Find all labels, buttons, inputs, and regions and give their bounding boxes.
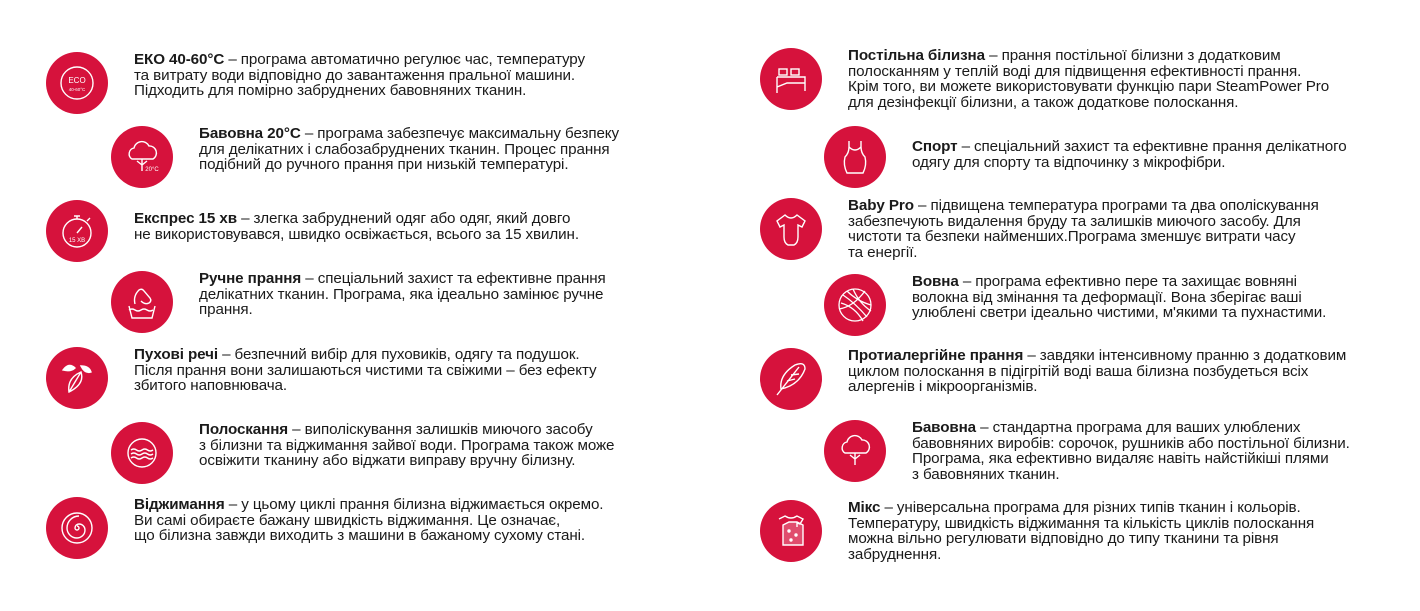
description-line: прання. (199, 301, 253, 319)
description-line: Крім того, ви можете використовувати функцію пари SteamPower Pro (848, 78, 1330, 96)
description-line: освіжити тканину або віджати виправу вручну білизну. (199, 452, 576, 470)
program-name: Ручне прання (199, 270, 302, 287)
cotton-20-icon-label: 20°C (145, 167, 159, 173)
description-line: одягу для спорту та відпочинку з мікрофібри. (912, 153, 1226, 171)
description-line: Підходить для помірно забруднених бавовняних тканин. (134, 82, 527, 100)
program-description (199, 271, 606, 318)
description-line: – спеціальний захист та ефективне прання делікатного (961, 138, 1347, 155)
program-description (134, 497, 603, 544)
program-description (848, 500, 1314, 562)
description-line: подібний до ручного прання при низькій температурі. (199, 156, 569, 174)
program-bedding (760, 48, 1329, 110)
program-description (848, 348, 1346, 395)
program-name: Спорт (912, 138, 958, 155)
description-line: – програма забезпечує максимальну безпеку (304, 125, 620, 142)
description-line: – прання постільної білизни з додатковим (989, 47, 1281, 64)
description-line: полосканням у теплій воді для підвищення ефективності прання. (848, 62, 1302, 80)
cotton-20-icon (111, 126, 173, 188)
program-cotton (824, 420, 1350, 482)
description-line: – універсальна програма для різних типів тканин і кольорів. (884, 499, 1301, 516)
mix-clothes-icon (760, 500, 822, 562)
description-line: збитого наповнювача. (134, 377, 288, 395)
description-line: та витрату води відповідно до завантаження пральної машини. (134, 66, 576, 84)
description-line: улюблені светри ідеально чистими, м'якими та пухнастими. (912, 304, 1327, 322)
yarn-ball-icon (824, 274, 886, 336)
program-down (46, 347, 596, 409)
feathers-icon (46, 347, 108, 409)
description-line: для делікатних і слабозабруднених тканин. Процес прання (199, 140, 610, 158)
description-line: – виполіскування залишків миючого засобу (292, 421, 593, 438)
program-name: Вовна (912, 273, 959, 290)
program-rinse (111, 422, 614, 484)
program-mix (760, 500, 1314, 562)
sport-top-icon (824, 126, 886, 188)
program-eco (46, 52, 585, 114)
eco-icon (46, 52, 108, 114)
hand-wash-icon (111, 271, 173, 333)
description-line: чистоти та безпеки найменших.Програма зменшує витрати часу (848, 228, 1296, 246)
program-baby-pro (760, 198, 1319, 260)
program-name: Постільна білизна (848, 47, 985, 64)
program-name: Мікс (848, 499, 881, 516)
spin-icon (46, 497, 108, 559)
program-name: Бавовна 20°C (199, 125, 301, 142)
program-description (848, 198, 1319, 260)
description-line: – підвищена температура програми та два ополіскування (918, 197, 1319, 214)
rinse-icon (111, 422, 173, 484)
program-name: Експрес 15 хв (134, 210, 237, 227)
program-description (134, 200, 579, 242)
description-line: забруднення. (848, 545, 942, 563)
description-line: Програма, яка ефективно видаляє навіть найстійкіші плями (912, 450, 1329, 468)
program-express (46, 200, 579, 262)
program-description (912, 126, 1347, 170)
program-description (912, 420, 1350, 482)
program-spin (46, 497, 603, 559)
description-line: не використовувався, швидко освіжається, всього за 15 хвилин. (134, 225, 579, 243)
description-line: що білизна завжди виходить з машини в бажаному сухому стані. (134, 527, 586, 545)
description-line: – завдяки інтенсивному пранню з додатковим (1027, 347, 1347, 364)
stopwatch-icon-label: 15 ХВ (68, 238, 86, 244)
program-description (134, 52, 585, 99)
program-name: ЕКО 40-60°C (134, 51, 225, 68)
bedding-icon (760, 48, 822, 110)
description-line: забезпечують видалення бруду та залишків миючого засобу. Для (848, 212, 1301, 230)
description-line: Температуру, швидкість віджимання та кількість циклів полоскання (848, 514, 1315, 532)
description-line: – безпечний вибір для пуховиків, одягу та подушок. (222, 346, 580, 363)
description-line: Ви самі обираєте бажану швидкість віджимання. Це означає, (134, 511, 561, 529)
description-line: Після прання вони залишаються чистими та свіжими – без ефекту (134, 361, 597, 379)
description-line: бавовняних виробів: сорочок, рушників або постільної білизни. (912, 434, 1350, 452)
description-line: волокна від змінання та деформації. Вона зберігає ваші (912, 288, 1302, 306)
program-description (912, 274, 1326, 321)
feather-icon (760, 348, 822, 410)
description-line: – у цьому циклі прання білизна віджимається окремо. (228, 496, 604, 513)
description-line: – спеціальний захист та ефективне прання (305, 270, 606, 287)
description-line: – стандартна програма для ваших улюблених (980, 419, 1301, 436)
program-name: Baby Pro (848, 197, 914, 214)
program-sport (824, 126, 1347, 188)
description-line: – програма ефективно пере та захищає вовняні (962, 273, 1297, 290)
program-description (134, 347, 596, 394)
program-cotton-20 (111, 126, 619, 188)
description-line: з бавовняних тканин. (912, 465, 1060, 483)
program-name: Полоскання (199, 421, 289, 438)
program-wool (824, 274, 1326, 336)
description-line: алергенів і мікроорганізмів. (848, 378, 1038, 396)
stopwatch-icon (46, 200, 108, 262)
description-line: – програма автоматично регулює час, температуру (228, 51, 585, 68)
program-description (199, 126, 619, 173)
description-line: циклом полоскання в підігрітій воді ваша білизна позбудеться всіх (848, 362, 1309, 380)
description-line: делікатних тканин. Програма, яка ідеально замінює ручне (199, 285, 604, 303)
description-line: та енергії. (848, 243, 918, 261)
eco-icon-sublabel: 40-60°C (68, 87, 86, 92)
program-hand-wash (111, 271, 606, 333)
program-description (848, 48, 1329, 110)
program-anti-allergy (760, 348, 1346, 410)
eco-icon-label: ECO (68, 76, 86, 85)
description-line: – злегка забруднений одяг або одяг, який довго (241, 210, 571, 227)
program-name: Віджимання (134, 496, 225, 513)
description-line: можна вільно регулювати відповідно до типу тканини та рівня (848, 530, 1279, 548)
cotton-icon (824, 420, 886, 482)
description-line: з білизни та віджимання зайвої води. Програма також може (199, 436, 615, 454)
program-name: Пухові речі (134, 346, 218, 363)
program-name: Протиалергійне прання (848, 347, 1024, 364)
description-line: для дезінфекції білизни, а також додаткове полоскання. (848, 93, 1239, 111)
program-description (199, 422, 614, 469)
baby-bodysuit-icon (760, 198, 822, 260)
program-name: Бавовна (912, 419, 977, 436)
